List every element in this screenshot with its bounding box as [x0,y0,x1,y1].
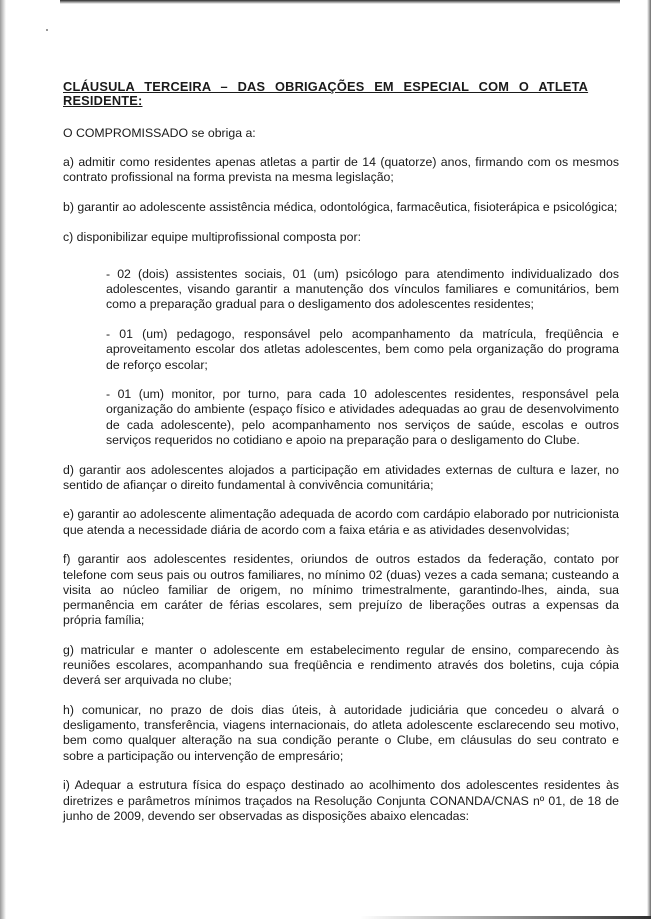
clause-title-line2: RESIDENTE: [63,93,143,108]
clause-item-f: f) garantir aos adolescentes residentes, oriundos de outros estados da federação, contato por telefone com seus pais ou outros familiares, no mínimo 02 (duas) vezes a cada semana; custeando a visita ao núcleo familiar de origem, no mínimo trimestralmente, garantindo-lhes, ainda, sua permanência em caráter de férias escolares, sem prejuízo de liberações outras a expensas da própria família; [63,552,619,628]
clause-title [63,80,619,108]
scan-speck [46,29,48,31]
clause-item-b: b) garantir ao adolescente assistência médica, odontológica, farmacêutica, fisioterápica e psicológica; [63,200,618,215]
clause-item-i: i) Adequar a estrutura física do espaço destinado ao acolhimento dos adolescentes residentes às diretrizes e parâmetros mínimos traçados na Resolução Conjunta CONANDA/CNAS nº 01, de 18 de junho de 2009, devendo ser observadas as disposições abaixo elencadas: [63,778,619,823]
clause-item-c: c) disponibilizar equipe multiprofissional composta por: [63,229,362,244]
scan-edge-shadow-top [60,0,620,4]
clause-item-g: g) matricular e manter o adolescente em estabelecimento regular de ensino, comparecendo às reuniões escolares, acompanhando sua freqüência e rendimento através dos boletins, cuja cópia deverá ser arquivada no clube; [63,642,619,688]
clause-intro: O COMPROMISSADO se obriga a: [63,126,256,140]
clause-item-c-subitem-monitor: - 01 (um) monitor, por turno, para cada 10 adolescentes residentes, responsável pela organização do ambiente (espaço físico e atividades adequadas ao grau de desenvolvimento de cada adolescente), pelo acompanhamento nos serviços de saúde, escolas e outros serviços requeridos no cotidiano e apoio na preparação para o desligamento do Clube. [106,387,619,447]
clause-item-d: d) garantir aos adolescentes alojados a participação em atividades externas de cultura e lazer, no sentido de afiançar o direito fundamental à convivência comunitária; [63,462,619,492]
clause-item-h: h) comunicar, no prazo de dois dias úteis, à autoridade judiciária que concedeu o alvará o desligamento, transferência, viagens internacionais, do atleta adolescente esclarecendo seu motivo, bem como qualquer alteração na sua condição perante o Clube, em cláusulas do seu contrato e sobre a participação ou intervenção de empresário; [63,702,619,763]
clause-title-line1: CLÁUSULA TERCEIRA – DAS OBRIGAÇÕES EM ESPECIAL COM O ATLETA [63,79,589,94]
scan-edge-shadow-right [647,0,651,919]
document-body [63,80,619,838]
scan-edge-shadow-left [0,0,6,919]
clause-item-c-subitem-pedagogue: - 01 (um) pedagogo, responsável pelo acompanhamento da matrícula, freqüência e aproveitamento escolar dos atletas adolescentes, bem como pela organização do programa de reforço escolar; [106,327,619,372]
clause-item-e: e) garantir ao adolescente alimentação adequada de acordo com cardápio elaborado por nutricionista que atenda a necessidade diária de acordo com a faixa etária e as atividades desenvolvidas; [63,507,619,537]
clause-item-c-subitem-social-workers: - 02 (dois) assistentes sociais, 01 (um) psicólogo para atendimento individualizado dos adolescentes, visando garantir a manutenção dos vínculos familiares e comunitários, bem como a preparação gradual para o desligamento dos adolescentes residentes; [106,267,619,312]
clause-item-a: a) admitir como residentes apenas atletas a partir de 14 (quatorze) anos, firmando com os mesmos contrato profissional na forma prevista na mesma legislação; [63,155,619,185]
